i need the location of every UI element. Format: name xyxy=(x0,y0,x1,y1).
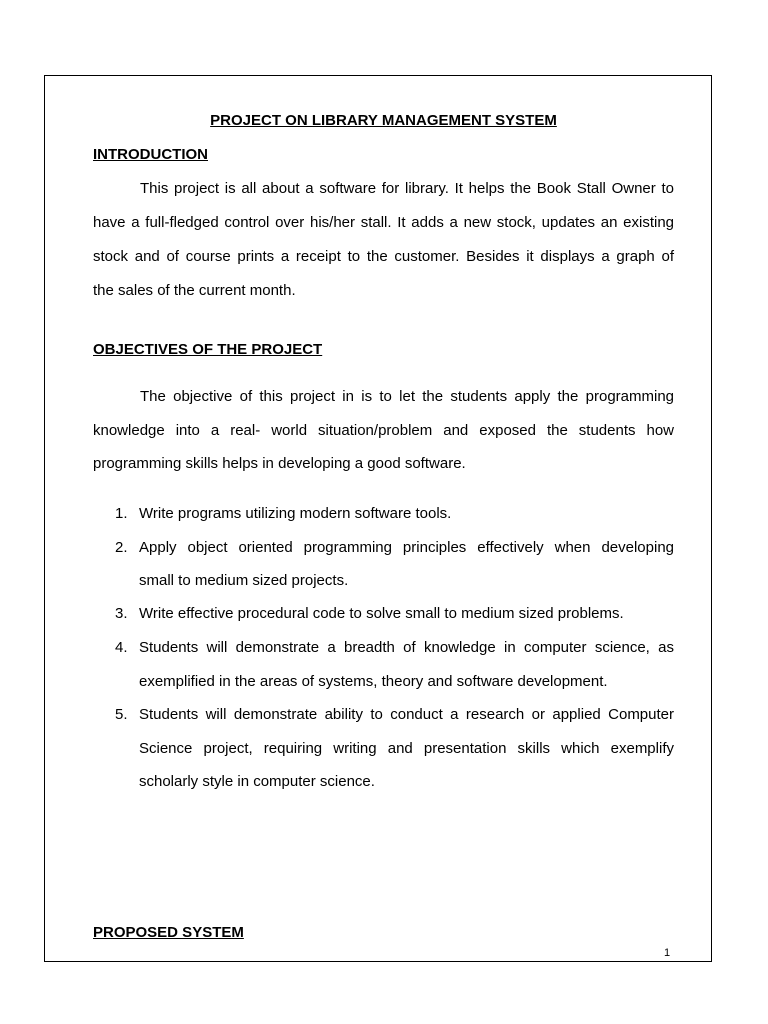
introduction-line: stock and of course prints a receipt to the customer. Besides it displays a graph of xyxy=(93,248,674,265)
list-item-line: scholarly style in computer science. xyxy=(139,773,375,790)
document-title: PROJECT ON LIBRARY MANAGEMENT SYSTEM xyxy=(210,112,557,129)
introduction-line: This project is all about a software for library. It helps the Book Stall Owner to xyxy=(140,180,674,197)
list-item-line: Write programs utilizing modern software tools. xyxy=(139,505,452,522)
objectives-line: programming skills helps in developing a good software. xyxy=(93,455,466,472)
list-item-line: Apply object oriented programming principles effectively when developing xyxy=(139,539,674,556)
list-item-number: 3. xyxy=(115,605,128,622)
list-item-number: 2. xyxy=(115,539,128,556)
objectives-heading: OBJECTIVES OF THE PROJECT xyxy=(93,341,323,358)
objectives-line: The objective of this project in is to let the students apply the programming xyxy=(140,388,674,405)
list-item-number: 5. xyxy=(115,706,128,723)
introduction-line: have a full-fledged control over his/her stall. It adds a new stock, updates an existing xyxy=(93,214,674,231)
introduction-line: the sales of the current month. xyxy=(93,282,296,299)
list-item-line: Students will demonstrate ability to conduct a research or applied Computer xyxy=(139,706,674,723)
introduction-heading: INTRODUCTION xyxy=(93,146,208,163)
list-item-line: exemplified in the areas of systems, theory and software development. xyxy=(139,673,608,690)
proposed-system-heading: PROPOSED SYSTEM xyxy=(93,924,244,941)
list-item-line: Science project, requiring writing and presentation skills which exemplify xyxy=(139,740,674,757)
list-item-number: 4. xyxy=(115,639,128,656)
list-item-line: Students will demonstrate a breadth of knowledge in computer science, as xyxy=(139,639,674,656)
list-item-line: Write effective procedural code to solve small to medium sized problems. xyxy=(139,605,624,622)
objectives-line: knowledge into a real- world situation/problem and exposed the students how xyxy=(93,422,674,439)
page-number: 1 xyxy=(664,947,671,959)
list-item-number: 1. xyxy=(115,505,128,522)
list-item-line: small to medium sized projects. xyxy=(139,572,349,589)
